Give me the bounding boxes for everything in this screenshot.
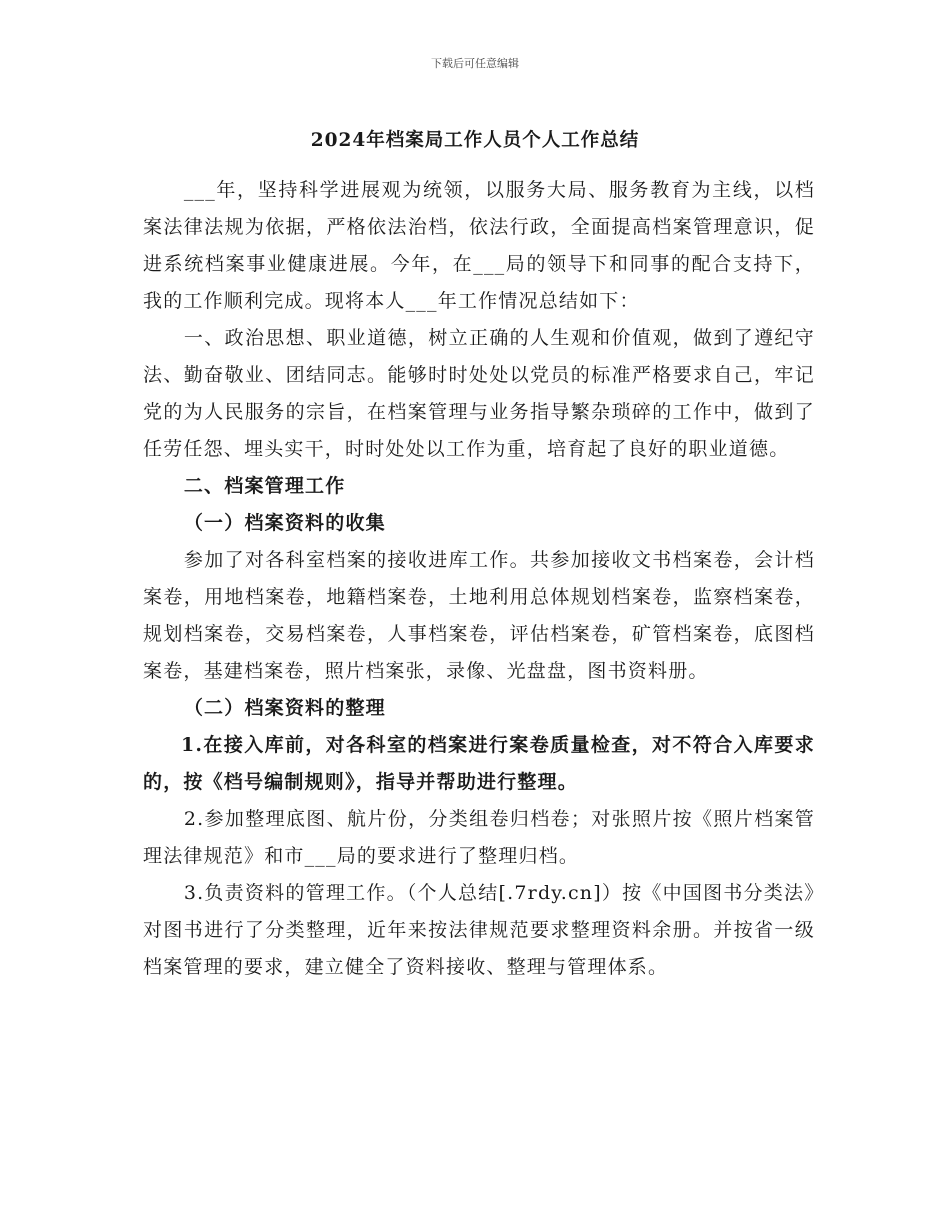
subsection-heading-organization: （二）档案资料的整理 (183, 697, 386, 719)
document-body (143, 172, 815, 986)
paragraph-item-1: 1.在接入库前，对各科室的档案进行案卷质量检查，对不符合入库要求的，按《档号编制规则》，指导并帮助进行整理。 (143, 734, 815, 793)
subsection-heading-collection: （一）档案资料的收集 (183, 512, 386, 534)
page-header: 下载后可任意编辑 (431, 57, 519, 70)
paragraph-item-3: 3.负责资料的管理工作。（个人总结[.7rdy.cn]）按《中国图书分类法》对图书进行了分类整理，近年来按法律规范要求整理资料余册。并按省一级档案管理的要求，建立健全了资料接收、整理与管理体系。 (143, 882, 815, 978)
paragraph-intro: ___年，坚持科学进展观为统领，以服务大局、服务教育为主线，以档案法律法规为依据，严格依法治档，依法行政，全面提高档案管理意识，促进系统档案事业健康进展。今年，在___局的领导下和同事的配合支持下，我的工作顺利完成。现将本人___年工作情况总结如下： (143, 179, 815, 312)
paragraph-item-2: 2.参加整理底图、航片份，分类组卷归档卷；对张照片按《照片档案管理法律规范》和市___局的要求进行了整理归档。 (143, 808, 815, 867)
paragraph-political: 一、政治思想、职业道德，树立正确的人生观和价值观，做到了遵纪守法、勤奋敬业、团结同志。能够时时处处以党员的标准严格要求自己，牢记党的为人民服务的宗旨，在档案管理与业务指导繁杂琐碎的工作中，做到了任劳任怨、埋头实干，时时处处以工作为重，培育起了良好的职业道德。 (143, 327, 815, 460)
paragraph-collection: 参加了对各科室档案的接收进库工作。共参加接收文书档案卷，会计档案卷，用地档案卷，地籍档案卷，土地利用总体规划档案卷，监察档案卷，规划档案卷，交易档案卷，人事档案卷，评估档案卷，矿管档案卷，底图档案卷，基建档案卷，照片档案张，录像、光盘盘，图书资料册。 (143, 549, 815, 682)
section-heading-archive-management: 二、档案管理工作 (183, 475, 346, 497)
document-title: 2024年档案局工作人员个人工作总结 (310, 130, 640, 151)
